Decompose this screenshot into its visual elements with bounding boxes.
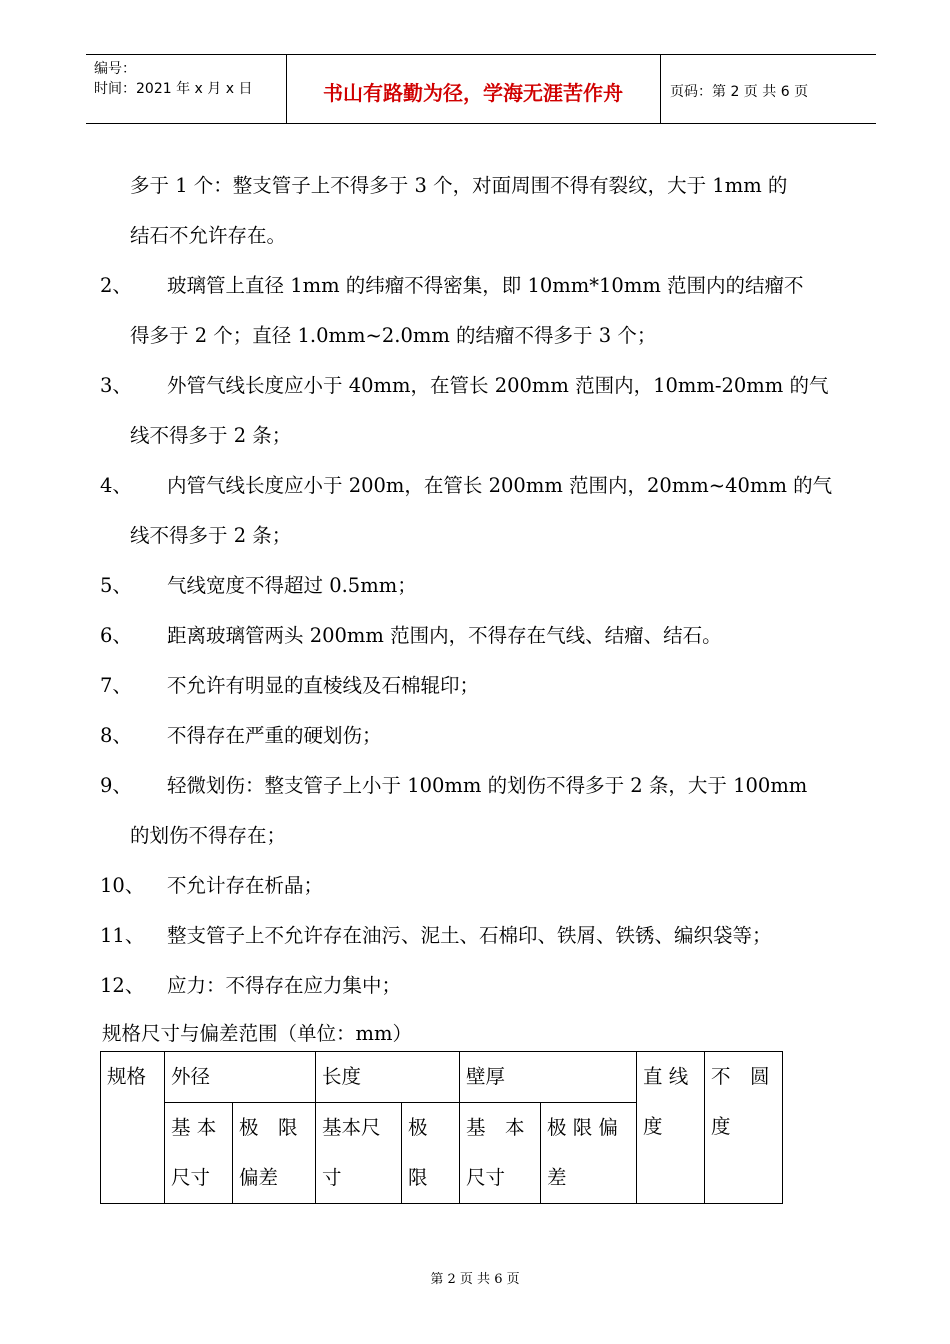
body-line: 不得存在严重的硬划伤； — [167, 724, 382, 747]
spec-table — [100, 1051, 783, 1204]
body-line: 内管气线长度应小于 200m，在管长 200mm 范围内，20mm~40mm 的气 — [167, 474, 833, 497]
body-line: 的划伤不得存在； — [130, 824, 287, 847]
body-line: 不允许有明显的直棱线及石棉辊印； — [167, 674, 480, 697]
header-divider-2 — [660, 55, 661, 123]
body-line: 结石不允许存在。 — [130, 224, 287, 247]
header-wall-thickness: 壁厚 — [460, 1052, 637, 1103]
body-line: 线不得多于 2 条； — [130, 524, 292, 547]
body-line: 外管气线长度应小于 40mm，在管长 200mm 范围内，10mm-20mm 的气 — [167, 374, 829, 397]
item-number: 3、 — [100, 374, 132, 397]
item-number: 10、 — [100, 874, 145, 897]
header-length: 长度 — [316, 1052, 460, 1103]
item-number: 12、 — [100, 974, 145, 997]
page-footer: 第 2 页 共 6 页 — [430, 1272, 520, 1287]
table-caption: 规格尺寸与偏差范围（单位：mm） — [102, 1022, 412, 1045]
od-basic-size: 基 本 尺寸 — [165, 1103, 233, 1204]
item-number: 8、 — [100, 724, 132, 747]
document-header — [86, 54, 876, 124]
item-number: 7、 — [100, 674, 132, 697]
od-limit-deviation: 极 限 偏差 — [233, 1103, 316, 1204]
body-line: 轻微划伤：整支管子上小于 100mm 的划伤不得多于 2 条，大于 100mm — [167, 774, 808, 797]
wall-basic-size: 基 本 尺寸 — [460, 1103, 541, 1204]
wall-limit-deviation: 极 限 偏 差 — [541, 1103, 637, 1204]
len-limit: 极 限 — [402, 1103, 460, 1204]
body-line: 不允计存在析晶； — [167, 874, 324, 897]
time-label: 时间：2021 年 x 月 x 日 — [94, 81, 253, 97]
item-number: 2、 — [100, 274, 132, 297]
body-line: 线不得多于 2 条； — [130, 424, 292, 447]
body-line: 玻璃管上直径 1mm 的纬瘤不得密集，即 10mm*10mm 范围内的结瘤不 — [167, 274, 804, 297]
item-number: 6、 — [100, 624, 132, 647]
header-roundness: 不 圆 度 — [705, 1052, 783, 1204]
header-motto: 书山有路勤为径，学海无涯苦作舟 — [323, 81, 623, 105]
header-straightness: 直 线 度 — [637, 1052, 705, 1204]
body-line: 整支管子上不允许存在油污、泥土、石棉印、铁屑、铁锈、编织袋等； — [167, 924, 772, 947]
code-label: 编号： — [94, 61, 136, 77]
header-page-info: 页码：第 2 页 共 6 页 — [670, 84, 809, 100]
body-line: 距离玻璃管两头 200mm 范围内，不得存在气线、结瘤、结石。 — [167, 624, 722, 647]
body-line: 气线宽度不得超过 0.5mm； — [167, 574, 417, 597]
header-outer-diameter: 外径 — [165, 1052, 316, 1103]
item-number: 4、 — [100, 474, 132, 497]
body-line: 得多于 2 个；直径 1.0mm~2.0mm 的结瘤不得多于 3 个； — [130, 324, 657, 347]
len-basic-size: 基本尺 寸 — [316, 1103, 402, 1204]
header-meta — [94, 59, 252, 99]
item-number: 5、 — [100, 574, 132, 597]
item-number: 9、 — [100, 774, 132, 797]
body-line: 多于 1 个：整支管子上不得多于 3 个，对面周围不得有裂纹，大于 1mm 的 — [130, 174, 788, 197]
header-spec: 规格 — [101, 1052, 165, 1204]
item-number: 11、 — [100, 924, 145, 947]
body-line: 应力：不得存在应力集中； — [167, 974, 402, 997]
